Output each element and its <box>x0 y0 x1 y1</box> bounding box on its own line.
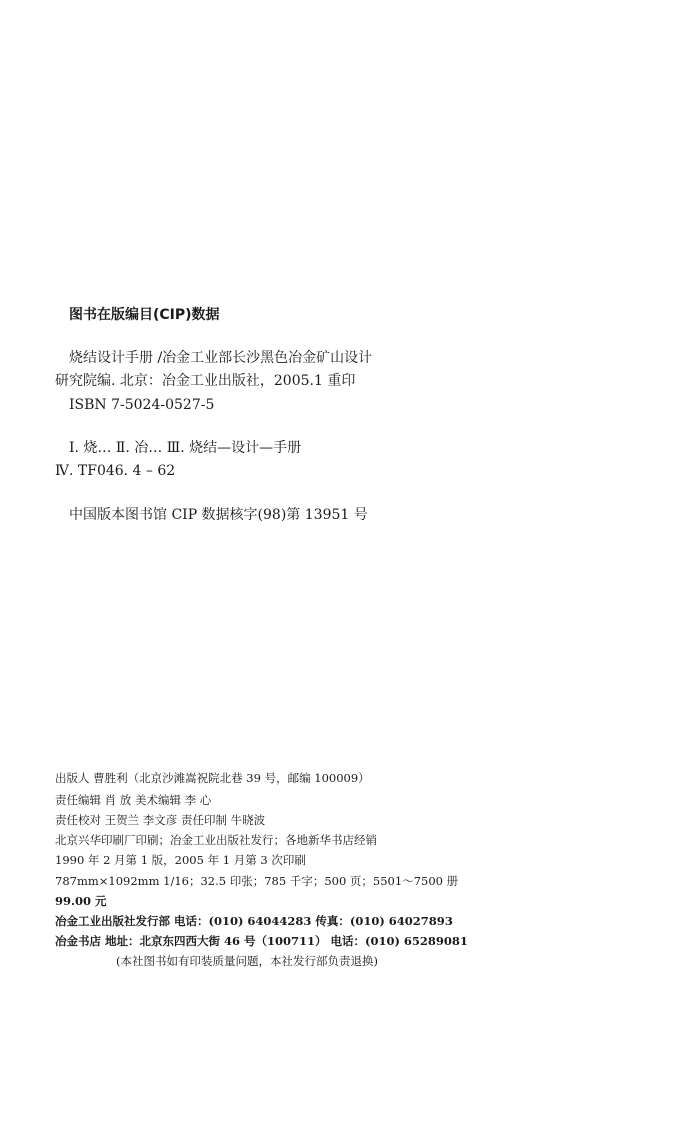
bookstore-contact-line: 冶金书店 地址：北京东四西大街 46 号（100711） 电话：(010) 65289081 <box>55 934 468 948</box>
cip-title-line: 烧结设计手册 /冶金工业部长沙黑色冶金矿山设计 <box>69 350 373 366</box>
printer-line: 北京兴华印刷厂印刷；冶金工业出版社发行；各地新华书店经销 <box>55 833 377 847</box>
format-line: 787mm×1092mm 1/16；32.5 印张；785 千字；500 页；5501～7500 册 <box>55 874 459 888</box>
distribution-contact-line: 冶金工业出版社发行部 电话：(010) 64044283 传真：(010) 64027893 <box>55 914 453 928</box>
cip-isbn-line: ISBN 7-5024-0527-5 <box>69 397 215 413</box>
editor-line: 责任编辑 肖 放 美术编辑 李 心 <box>55 793 212 807</box>
cip-record-number-line: 中国版本图书馆 CIP 数据核字(98)第 13951 号 <box>69 507 368 523</box>
publisher-line: 出版人 曹胜利（北京沙滩嵩祝院北巷 39 号，邮编 100009） <box>55 771 370 785</box>
cip-classification-line: Ⅳ. TF046. 4 – 62 <box>55 463 176 479</box>
cip-publisher-line: 研究院编. 北京：冶金工业出版社，2005.1 重印 <box>55 373 356 389</box>
price-line: 99.00 元 <box>55 894 107 908</box>
edition-line: 1990 年 2 月第 1 版，2005 年 1 月第 3 次印刷 <box>55 853 306 867</box>
cip-heading: 图书在版编目(CIP)数据 <box>69 307 220 323</box>
return-notice-line: (本社图书如有印装质量问题，本社发行部负责退换) <box>116 954 378 968</box>
proofreader-line: 责任校对 王贺兰 李文彦 责任印制 牛晓波 <box>55 813 266 827</box>
cip-subject-line: Ⅰ. 烧… Ⅱ. 冶… Ⅲ. 烧结—设计—手册 <box>69 440 302 456</box>
